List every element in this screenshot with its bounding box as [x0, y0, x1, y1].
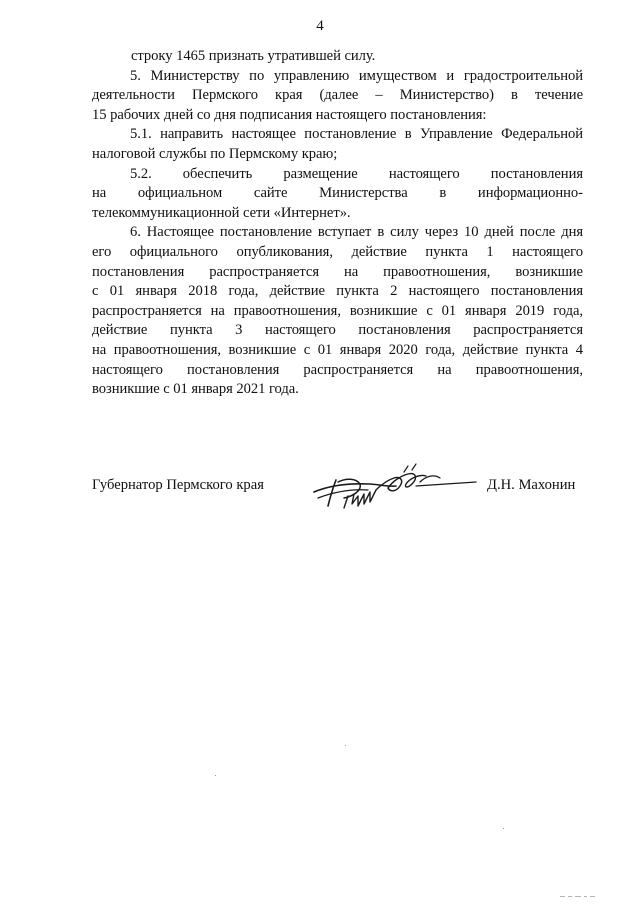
text-line: с 01 января 2018 года, действие пункта 2 настоящего постановления [92, 283, 583, 300]
scan-footer-mark [560, 894, 600, 900]
document-body [92, 47, 583, 400]
text-line: 5.2. обеспечить размещение настоящего постановления [130, 165, 583, 182]
paragraph-item-5-2 [92, 165, 583, 224]
text-line: 5. Министерству по управлению имуществом и градостроительной [130, 67, 583, 84]
signatory-name: Д.Н. Махонин [487, 477, 576, 493]
text-line: на официальном сайте Министерства в информационно- [92, 185, 583, 202]
scan-speck [345, 745, 346, 746]
text-line: распространяется на правоотношения, возникшие с 01 января 2019 года, [92, 302, 583, 319]
handwritten-signature [308, 462, 478, 518]
text-line: налоговой службы по Пермскому краю; [92, 145, 338, 162]
text-line: постановления распространяется на правоотношения, возникшие [92, 263, 583, 280]
paragraph-item-5 [92, 67, 583, 126]
text-line: возникшие с 01 января 2021 года. [92, 381, 299, 398]
text-line: 15 рабочих дней со дня подписания настоящего постановления: [92, 106, 487, 123]
text-line: действие пункта 3 настоящего постановления распространяется [92, 322, 583, 339]
signatory-position: Губернатор Пермского края [92, 477, 264, 493]
text-line: на правоотношения, возникшие с 01 января 2020 года, действие пункта 4 [92, 341, 583, 358]
scan-speck [503, 828, 504, 829]
text-line: его официального опубликования, действие пункта 1 настоящего [92, 243, 583, 260]
scan-speck [215, 775, 216, 776]
paragraph-item-6 [92, 223, 583, 399]
page-number: 4 [316, 18, 324, 34]
text-line: деятельности Пермского края (далее – Министерство) в течение [92, 87, 583, 104]
paragraph-continuation [92, 47, 583, 67]
text-line: 5.1. направить настоящее постановление в Управление Федеральной [130, 126, 583, 143]
text-line: телекоммуникационной сети «Интернет». [92, 204, 351, 221]
text-line: настоящего постановления распространяется на правоотношения, [92, 361, 583, 378]
paragraph-item-5-1 [92, 125, 583, 164]
text-line: строку 1465 признать утратившей силу. [131, 48, 376, 64]
text-line: 6. Настоящее постановление вступает в силу через 10 дней после дня [130, 224, 583, 241]
